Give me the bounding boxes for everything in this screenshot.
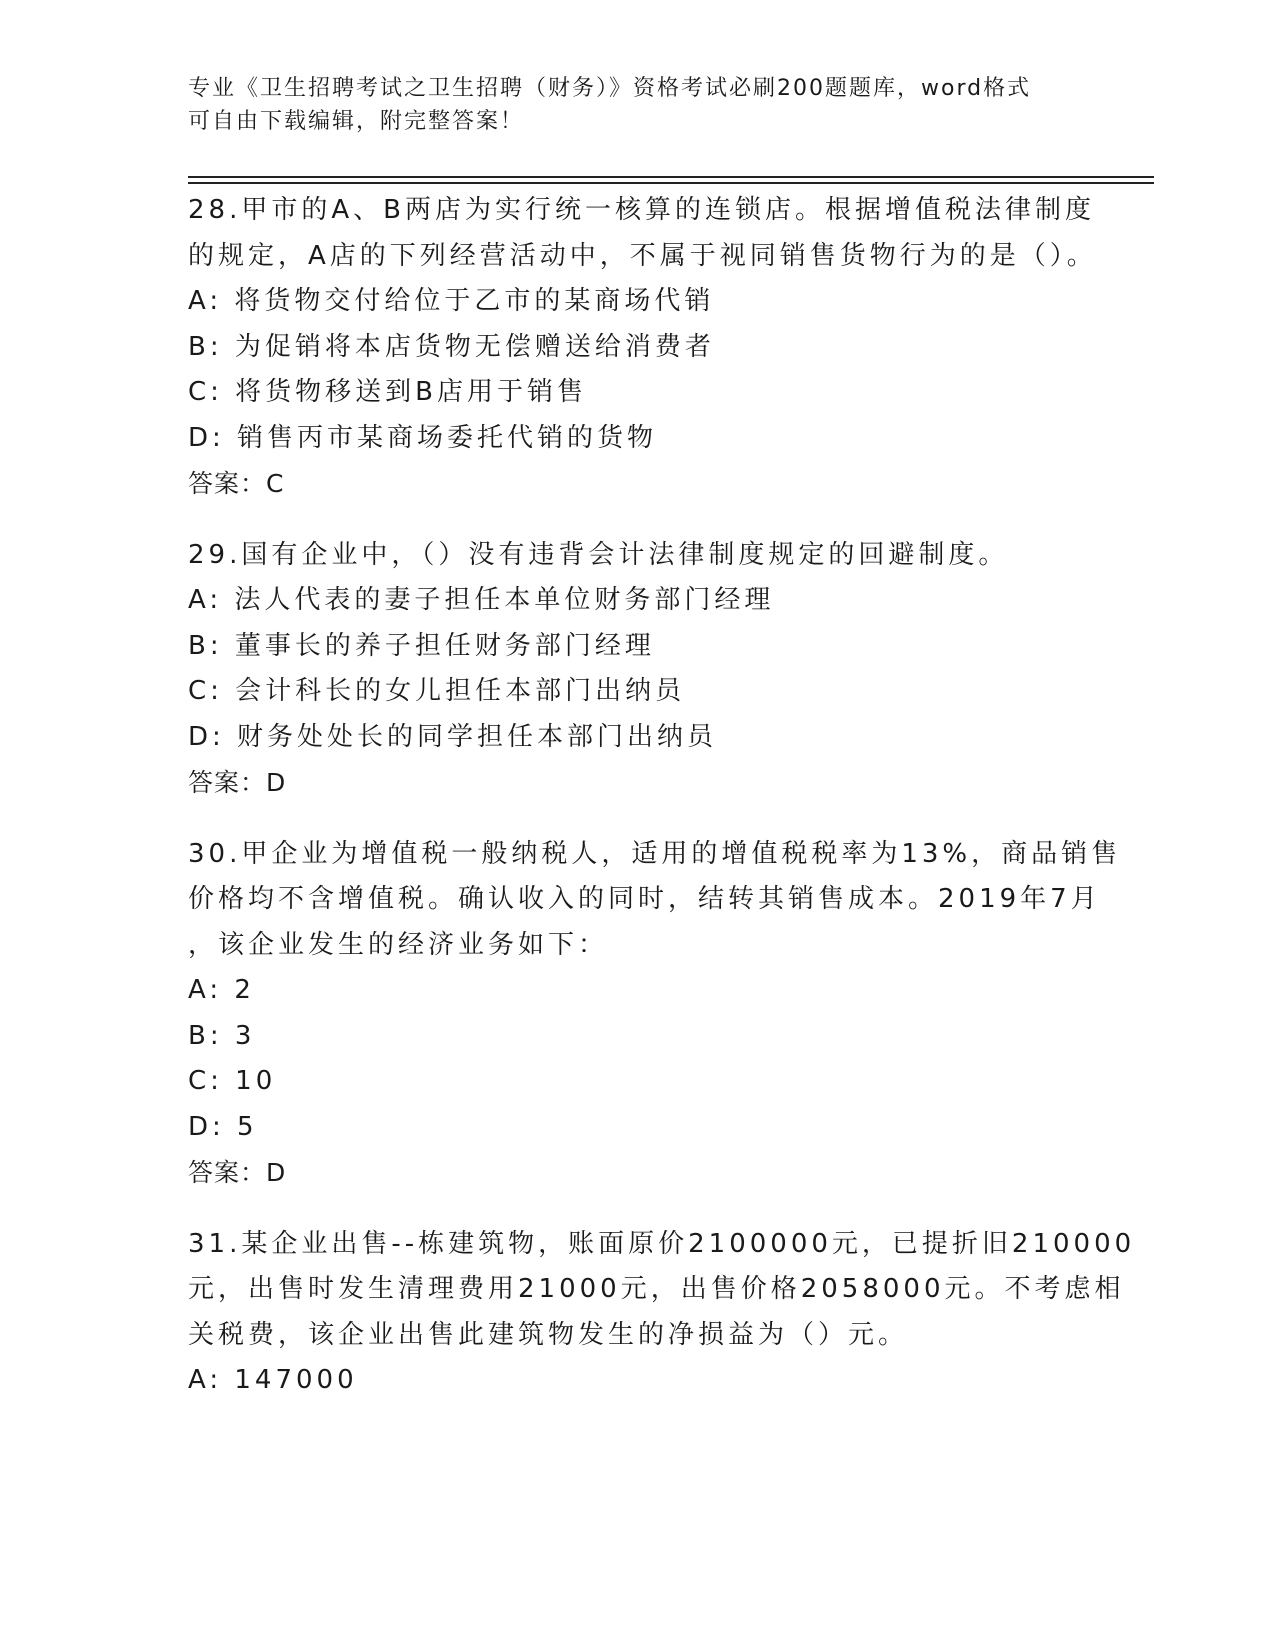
option-a: A: 147000 — [188, 1365, 358, 1395]
question-stem: 价格均不含增值税。确认收入的同时，结转其销售成本。2019年7月 — [188, 884, 1101, 914]
question-stem: 28.甲市的A、B两店为实行统一核算的连锁店。根据增值税法律制度 — [188, 195, 1095, 225]
option-c: C: 10 — [188, 1066, 277, 1096]
question-stem: 元，出售时发生清理费用21000元，出售价格2058000元。不考虑相 — [188, 1274, 1125, 1304]
question-28 — [188, 188, 1097, 507]
option-c: C: 将货物移送到B店用于销售 — [188, 377, 588, 407]
option-c: C: 会计科长的女儿担任本部门出纳员 — [188, 676, 686, 706]
answer: 答案：D — [188, 1158, 287, 1187]
question-list — [188, 188, 1136, 1430]
question-stem: 30.甲企业为增值税一般纳税人，适用的增值税税率为13%，商品销售 — [188, 838, 1122, 869]
header-divider-top — [188, 176, 1154, 178]
header-line: 专业《卫生招聘考试之卫生招聘（财务）》资格考试必刷200题题库，word格式 — [188, 76, 1032, 101]
question-30 — [188, 832, 1122, 1196]
question-stem: ，该企业发生的经济业务如下： — [188, 929, 609, 960]
document-header — [188, 72, 1068, 138]
option-b: B: 董事长的养子担任财务部门经理 — [188, 630, 655, 661]
option-a: A: 法人代表的妻子担任本单位财务部门经理 — [188, 585, 775, 615]
answer: 答案：C — [188, 469, 285, 498]
header-line: 可自由下载编辑，附完整答案！ — [188, 109, 525, 134]
option-d: D: 销售丙市某商场委托代销的货物 — [188, 422, 658, 453]
question-stem: 31.某企业出售--栋建筑物，账面原价2100000元，已提折旧210000 — [188, 1228, 1136, 1259]
option-a: A: 2 — [188, 975, 255, 1005]
question-stem: 的规定，A店的下列经营活动中，不属于视同销售货物行为的是（）。 — [188, 240, 1097, 271]
answer: 答案：D — [188, 768, 287, 797]
option-d: D: 财务处处长的同学担任本部门出纳员 — [188, 721, 718, 752]
option-d: D: 5 — [188, 1111, 258, 1142]
option-b: B: 为促销将本店货物无偿赠送给消费者 — [188, 331, 715, 362]
question-31 — [188, 1222, 1136, 1404]
question-stem: 关税费，该企业出售此建筑物发生的净损益为（）元。 — [188, 1319, 909, 1350]
question-29 — [188, 533, 1088, 806]
option-b: B: 3 — [188, 1020, 256, 1051]
header-divider-bottom — [188, 182, 1154, 184]
question-stem: 29.国有企业中，（）没有违背会计法律制度规定的回避制度。 — [188, 539, 1009, 570]
option-a: A: 将货物交付给位于乙市的某商场代销 — [188, 286, 715, 316]
